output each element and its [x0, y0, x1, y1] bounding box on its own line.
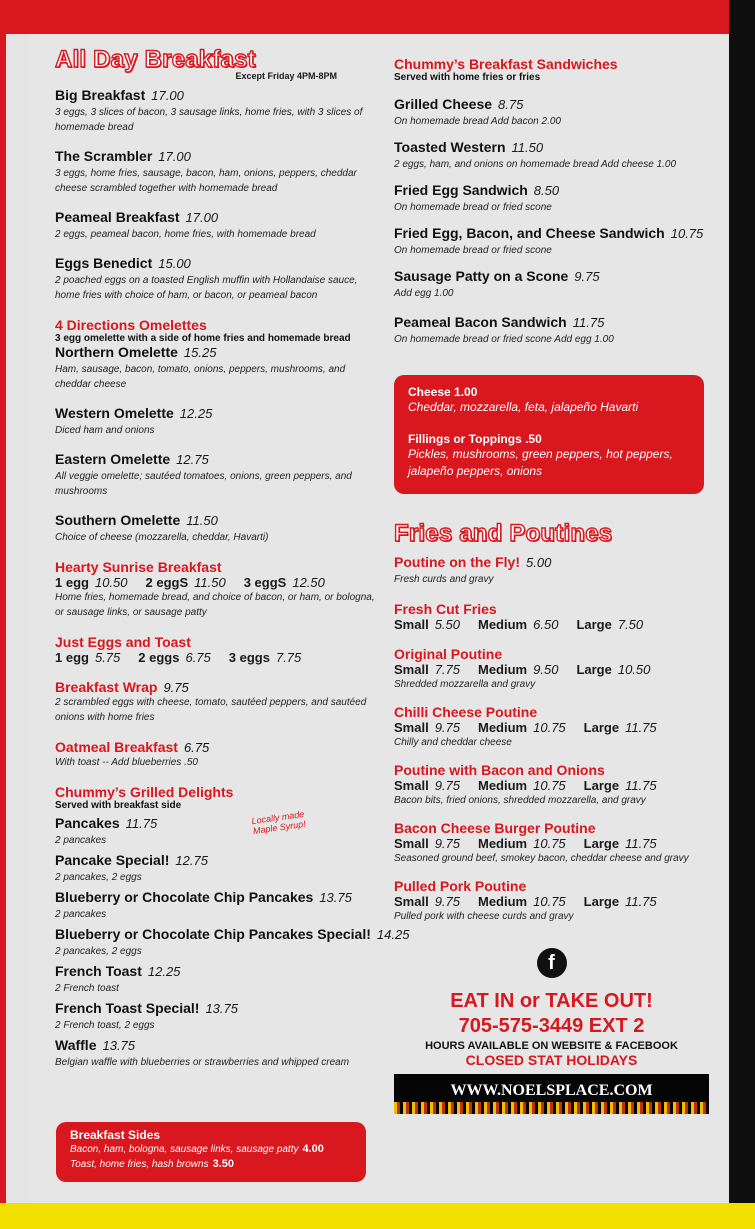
poutine-item: Fresh Cut Fries Small 5.50 Medium 6.50 Large 7.50: [394, 601, 644, 632]
menu-item: French Toast 12.25 2 French toast: [55, 963, 181, 994]
menu-item: Grilled Cheese 8.75 On homemade bread Add bacon 2.00: [394, 96, 561, 127]
menu-item: Peameal Bacon Sandwich 11.75 On homemade bread or fried scone Add egg 1.00: [394, 314, 614, 345]
sandwiches-subheading: Served with home fries or fries: [394, 72, 541, 83]
hearty-prices: 1 egg 10.50 2 eggS 11.50 3 eggS 12.50: [55, 575, 325, 590]
flame-decoration: [394, 1102, 709, 1114]
hours-note: HOURS AVAILABLE ON WEBSITE & FACEBOOK: [425, 1040, 678, 1052]
poutine-item: Pulled Pork Poutine Small 9.75 Medium 10.75 Large 11.75 Pulled pork with cheese curds and gravy: [394, 878, 657, 922]
wrap-item: Breakfast Wrap 9.75: [55, 679, 189, 695]
wrap-desc: 2 scrambled eggs with cheese, tomato, sautéed peppers, and sautéed onions with home fries: [55, 697, 367, 723]
poutine-item: Poutine with Bacon and Onions Small 9.75 Medium 10.75 Large 11.75 Bacon bits, fried onions, shredded mozzarella, and gravy: [394, 762, 657, 806]
menu-item: Pancakes 11.75 2 pancakes: [55, 815, 158, 846]
grilled-heading: Chummy’s Grilled Delights: [55, 784, 234, 800]
menu-item: Blueberry or Chocolate Chip Pancakes Special! 14.25 2 pancakes, 2 eggs: [55, 926, 410, 957]
grilled-list: [55, 815, 410, 1070]
top-red-border: [0, 0, 755, 34]
menu-item: Blueberry or Chocolate Chip Pancakes 13.75 2 pancakes: [55, 889, 352, 920]
menu-item: Pancake Special! 12.75 2 pancakes, 2 eggs: [55, 852, 208, 883]
omelette-list: [55, 344, 375, 545]
bottom-yellow-border: [0, 1203, 755, 1229]
menu-item: Toasted Western 11.50 2 eggs, ham, and onions on homemade bread Add cheese 1.00: [394, 139, 677, 170]
poutine-item: Bacon Cheese Burger Poutine Small 9.75 Medium 10.75 Large 11.75 Seasoned ground beef, smokey bacon, cheddar cheese and gravy: [394, 820, 689, 864]
menu-item: The Scrambler 17.00 3 eggs, home fries, sausage, bacon, ham, onions, peppers, cheddar cheese scrambled together with homemade bread: [55, 148, 357, 194]
right-black-border: [729, 0, 755, 1229]
left-red-border: [0, 0, 6, 1229]
menu-item: Southern Omelette 11.50 Choice of cheese (mozzarella, cheddar, Havarti): [55, 512, 269, 543]
oatmeal-desc: With toast -- Add blueberries .50: [55, 757, 198, 768]
right-column: [394, 56, 709, 1114]
phone-number[interactable]: 705-575-3449 EXT 2: [458, 1015, 645, 1037]
oatmeal-item: Oatmeal Breakfast 6.75: [55, 739, 210, 755]
fries-poutines-title: Fries and Poutines: [394, 520, 613, 547]
poutine-item: Original Poutine Small 7.75 Medium 9.50 Large 10.50 Shredded mozzarella and gravy: [394, 646, 651, 690]
all-day-breakfast-title: All Day Breakfast: [55, 46, 256, 73]
menu-item: Eastern Omelette 12.75 All veggie omelette; sautéed tomatoes, onions, green peppers, and mushrooms: [55, 451, 352, 497]
sandwich-list: [394, 96, 709, 347]
cheese-heading: Cheese 1.00: [408, 385, 478, 399]
breakfast-sides-box: [56, 1122, 366, 1182]
hearty-heading: Hearty Sunrise Breakfast: [55, 559, 222, 575]
omelettes-subheading: 3 egg omelette with a side of home fries and homemade bread: [55, 333, 351, 344]
eat-in-take-out: EAT IN or TAKE OUT!: [450, 990, 653, 1012]
menu-item: Poutine on the Fly! 5.00 Fresh curds and gravy: [394, 554, 552, 585]
breakfast-list: [55, 87, 375, 303]
cheese-desc: Cheddar, mozzarella, feta, jalapeño Havarti: [408, 400, 639, 414]
menu-item: French Toast Special! 13.75 2 French toast, 2 eggs: [55, 1000, 238, 1031]
fillings-heading: Fillings or Toppings .50: [408, 432, 542, 446]
sandwiches-heading: Chummy’s Breakfast Sandwiches: [394, 56, 618, 72]
facebook-icon[interactable]: f: [537, 948, 567, 978]
website-banner[interactable]: [394, 1074, 709, 1114]
fillings-desc: Pickles, mushrooms, green peppers, hot peppers, jalapeño peppers, onions: [408, 447, 673, 478]
closed-note: CLOSED STAT HOLIDAYS: [465, 1052, 638, 1068]
except-note: Except Friday 4PM-8PM: [235, 71, 337, 81]
menu-item: Northern Omelette 15.25 Ham, sausage, bacon, tomato, onions, peppers, mushrooms, and cheddar cheese: [55, 344, 346, 390]
menu-item: Sausage Patty on a Scone 9.75 Add egg 1.00: [394, 268, 600, 299]
menu-item: Waffle 13.75 Belgian waffle with blueberries or strawberries and whipped cream: [55, 1037, 350, 1068]
menu-item: Fried Egg Sandwich 8.50 On homemade bread or fried scone: [394, 182, 560, 213]
poutine-item: Chilli Cheese Poutine Small 9.75 Medium 10.75 Large 11.75 Chilly and cheddar cheese: [394, 704, 657, 748]
grilled-subheading: Served with breakfast side: [55, 800, 182, 811]
menu-item: Fried Egg, Bacon, and Cheese Sandwich 10.75 On homemade bread or fried scone: [394, 225, 704, 256]
website-url[interactable]: WWW.NOELSPLACE.COM: [450, 1082, 653, 1099]
eggs-prices: 1 egg 5.75 2 eggs 6.75 3 eggs 7.75: [55, 650, 302, 665]
left-column: [55, 46, 410, 1070]
hearty-desc: Home fries, homemade bread, and choice of bacon, or ham, or bologna, or sausage links, or sausage patty: [55, 592, 375, 618]
omelettes-heading: 4 Directions Omelettes: [55, 317, 207, 333]
poutine-list: [394, 601, 709, 924]
menu-item: Western Omelette 12.25 Diced ham and onions: [55, 405, 213, 436]
sides-line-1: Bacon, ham, bologna, sausage links, sausage patty 4.00: [70, 1143, 324, 1155]
maple-syrup-note: Locally made Maple Syrup!: [250, 808, 307, 837]
eggs-heading: Just Eggs and Toast: [55, 634, 191, 650]
sides-title: Breakfast Sides: [70, 1128, 161, 1142]
sides-line-2: Toast, home fries, hash browns 3.50: [70, 1158, 235, 1170]
menu-item: Big Breakfast 17.00 3 eggs, 3 slices of bacon, 3 sausage links, home fries, with 3 slices of homemade bread: [55, 87, 363, 133]
menu-item: Peameal Breakfast 17.00 2 eggs, peameal bacon, home fries, with homemade bread: [55, 209, 316, 240]
menu-item: Eggs Benedict 15.00 2 poached eggs on a toasted English muffin with Hollandaise sauce, home fries with choice of ham, or bacon, or peameal bacon: [55, 255, 358, 301]
cheese-toppings-box: [394, 375, 704, 494]
